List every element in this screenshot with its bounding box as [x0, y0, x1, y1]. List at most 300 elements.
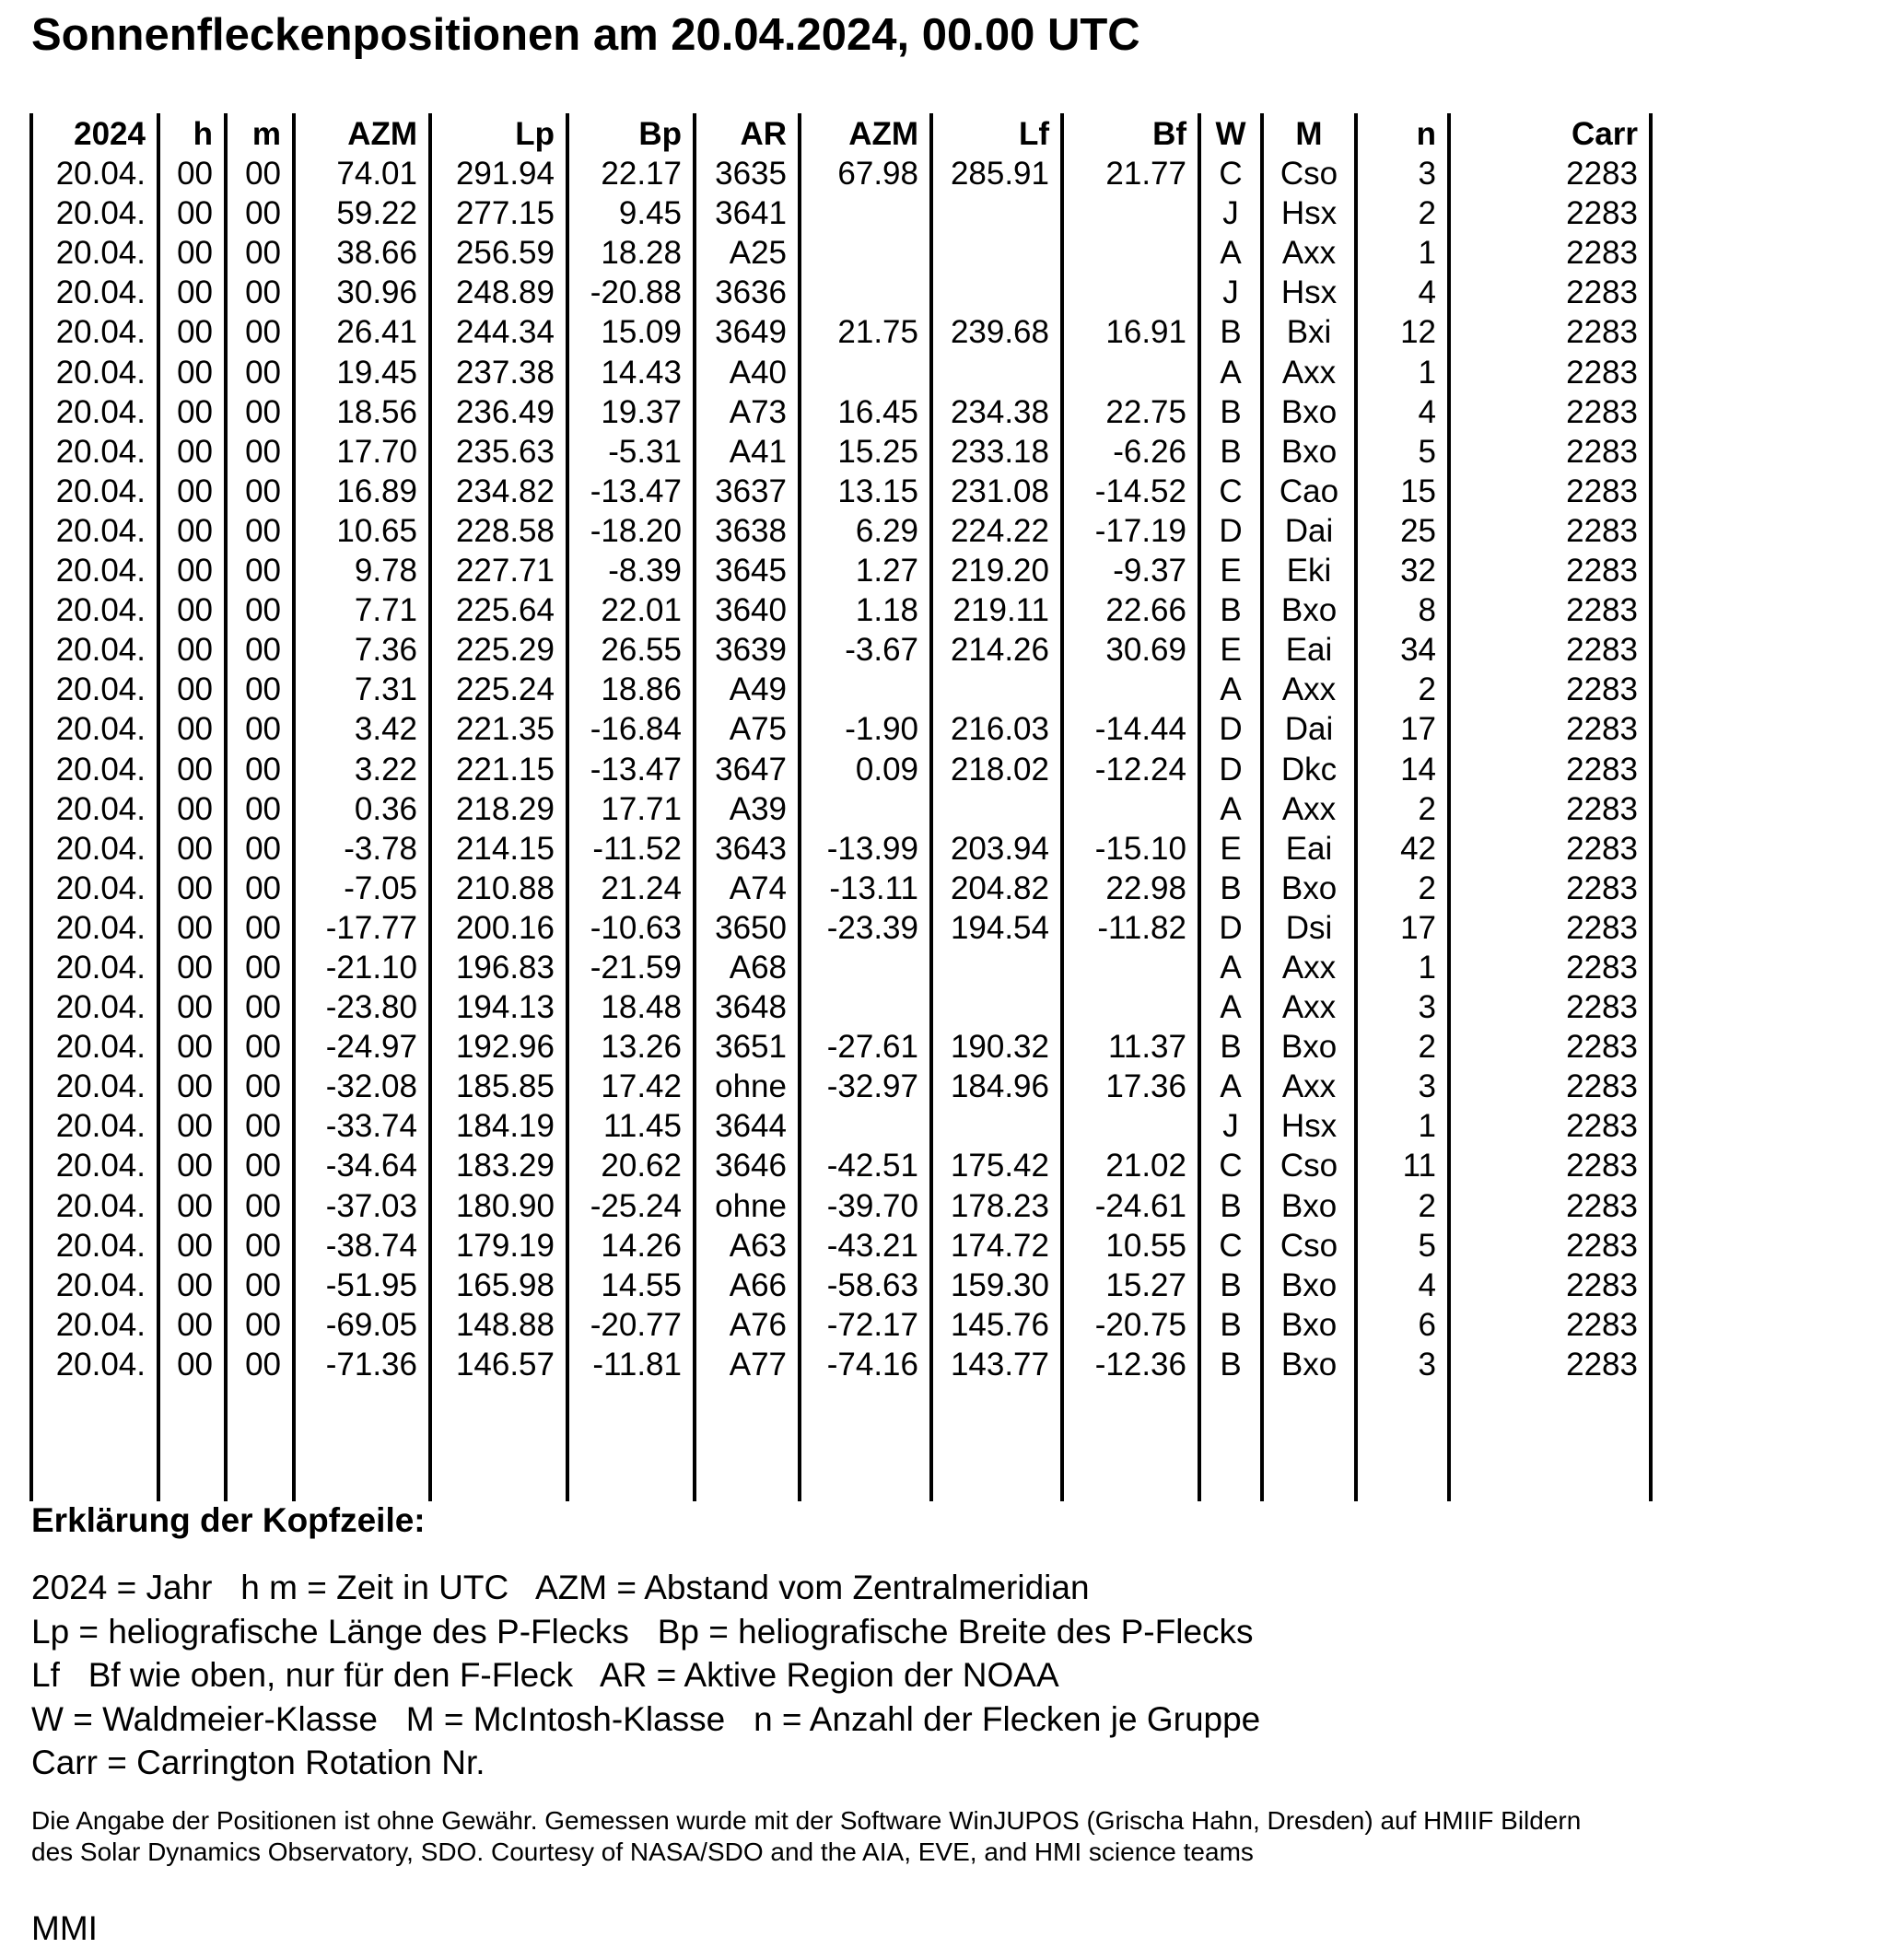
table-row	[31, 392, 1651, 432]
cell-count: 17	[1400, 909, 1436, 946]
cell-bp: 17.71	[601, 790, 682, 827]
cell-hour: 00	[177, 632, 213, 669]
table-body	[31, 154, 1651, 1384]
cell-lf	[931, 233, 1062, 273]
table-row	[31, 1305, 1651, 1345]
cell-hour: 00	[177, 274, 213, 311]
cell-minute: 00	[245, 909, 281, 946]
cell-bp: 22.01	[601, 592, 682, 629]
page-title: Sonnenfleckenpositionen am 20.04.2024, 00.00 UTC	[31, 10, 1140, 60]
col-header-azm-f: AZM	[848, 116, 918, 152]
cell-carrington: 2283	[1566, 393, 1638, 430]
cell-date: 20.04.	[55, 274, 146, 311]
cell-azm-p: -23.80	[325, 989, 417, 1026]
cell-azm-f: -32.97	[826, 1068, 918, 1105]
cell-bf: 17.36	[1105, 1068, 1186, 1105]
cell-hour: 00	[177, 1306, 213, 1343]
cell-bf: -15.10	[1094, 830, 1186, 867]
cell-carrington: 2283	[1566, 433, 1638, 470]
table-row	[31, 1226, 1651, 1266]
cell-azm-f	[800, 233, 931, 273]
cell-date: 20.04.	[55, 1187, 146, 1224]
cell-bf: -11.82	[1097, 909, 1186, 946]
cell-waldmeier: A	[1220, 949, 1242, 986]
cell-minute: 00	[245, 1266, 281, 1303]
cell-mcintosh: Hsx	[1280, 195, 1338, 232]
cell-azm-f: -3.67	[845, 632, 918, 669]
cell-bp: -25.24	[590, 1187, 682, 1224]
cell-waldmeier: E	[1220, 553, 1242, 589]
table-row	[31, 750, 1651, 789]
cell-mcintosh: Dai	[1284, 711, 1334, 748]
cell-lp: 291.94	[455, 156, 555, 192]
cell-lf: 234.38	[950, 393, 1049, 430]
cell-carrington: 2283	[1566, 790, 1638, 827]
cell-mcintosh: Axx	[1281, 790, 1337, 827]
cell-azm-p: -7.05	[344, 869, 417, 906]
cell-count: 2	[1418, 1187, 1436, 1224]
cell-bf: -24.61	[1094, 1187, 1186, 1224]
cell-ar: A75	[729, 711, 787, 748]
cell-azm-p: 3.22	[354, 751, 417, 788]
cell-mcintosh: Hsx	[1280, 274, 1338, 311]
cell-bf	[1062, 233, 1199, 273]
cell-hour: 00	[177, 671, 213, 708]
cell-carrington: 2283	[1566, 869, 1638, 906]
cell-bp: 14.55	[601, 1266, 682, 1303]
cell-hour: 00	[177, 235, 213, 272]
cell-count: 3	[1418, 989, 1436, 1026]
cell-lf: 175.42	[950, 1148, 1049, 1184]
cell-bf: -12.36	[1094, 1346, 1186, 1382]
cell-date: 20.04.	[55, 1148, 146, 1184]
cell-count: 8	[1418, 592, 1436, 629]
cell-date: 20.04.	[55, 195, 146, 232]
col-header-waldmeier: W	[1215, 116, 1246, 152]
cell-lp: 210.88	[455, 869, 555, 906]
cell-bf: -14.44	[1094, 711, 1186, 748]
cell-ar: A49	[729, 671, 787, 708]
cell-minute: 00	[245, 632, 281, 669]
cell-bp: 22.17	[601, 156, 682, 192]
cell-hour: 00	[177, 1187, 213, 1224]
cell-count: 5	[1418, 433, 1436, 470]
cell-date: 20.04.	[55, 433, 146, 470]
table-row	[31, 273, 1651, 312]
cell-date: 20.04.	[55, 156, 146, 192]
cell-waldmeier: A	[1220, 671, 1242, 708]
table-row	[31, 1106, 1651, 1146]
col-header-bp: Bp	[638, 116, 682, 152]
cell-lp: 237.38	[455, 354, 555, 391]
table-row	[31, 511, 1651, 551]
cell-carrington: 2283	[1566, 632, 1638, 669]
cell-lp: 228.58	[455, 512, 555, 549]
cell-lf: 216.03	[950, 711, 1049, 748]
col-header-count: n	[1416, 116, 1436, 152]
cell-hour: 00	[177, 1148, 213, 1184]
cell-mcintosh: Bxo	[1280, 1029, 1338, 1066]
disclaimer	[31, 1805, 1581, 1868]
cell-azm-p: 19.45	[336, 354, 417, 391]
cell-bf: 30.69	[1105, 632, 1186, 669]
cell-ar: 3635	[715, 156, 787, 192]
cell-count: 1	[1418, 235, 1436, 272]
cell-waldmeier: A	[1220, 790, 1242, 827]
cell-lf: 204.82	[950, 869, 1049, 906]
cell-hour: 00	[177, 1227, 213, 1264]
cell-hour: 00	[177, 1346, 213, 1382]
cell-bf: 22.98	[1105, 869, 1186, 906]
cell-lf: 233.18	[950, 433, 1049, 470]
table-row	[31, 551, 1651, 590]
cell-waldmeier: B	[1220, 433, 1242, 470]
legend-line: Lf Bf wie oben, nur für den F-Fleck AR = Aktive Region der NOAA	[31, 1656, 1059, 1694]
cell-azm-p: 10.65	[336, 512, 417, 549]
cell-waldmeier: C	[1219, 156, 1243, 192]
cell-lf	[931, 987, 1062, 1027]
cell-mcintosh: Dkc	[1280, 751, 1338, 788]
cell-mcintosh: Bxo	[1280, 869, 1338, 906]
cell-azm-p: -32.08	[325, 1068, 417, 1105]
cell-minute: 00	[245, 1346, 281, 1382]
cell-ar: 3649	[715, 314, 787, 351]
cell-azm-p: 0.36	[354, 790, 417, 827]
col-header-carrington: Carr	[1572, 116, 1638, 152]
cell-count: 3	[1418, 156, 1436, 192]
cell-azm-f: 6.29	[855, 512, 918, 549]
footer-initials: MMI	[31, 1909, 98, 1947]
cell-minute: 00	[245, 592, 281, 629]
cell-bp: 20.62	[601, 1148, 682, 1184]
cell-mcintosh: Cso	[1280, 1148, 1338, 1184]
cell-lf: 159.30	[950, 1266, 1049, 1303]
cell-date: 20.04.	[55, 592, 146, 629]
cell-hour: 00	[177, 314, 213, 351]
cell-hour: 00	[177, 751, 213, 788]
cell-azm-f: -27.61	[826, 1029, 918, 1066]
cell-ar: 3651	[715, 1029, 787, 1066]
cell-count: 3	[1418, 1346, 1436, 1382]
cell-mcintosh: Dsi	[1285, 909, 1333, 946]
cell-bf	[1062, 1106, 1199, 1146]
cell-azm-p: -37.03	[325, 1187, 417, 1224]
cell-mcintosh: Bxo	[1280, 433, 1338, 470]
cell-bp: -21.59	[590, 949, 682, 986]
cell-lf: 231.08	[950, 472, 1049, 509]
cell-azm-f	[800, 987, 931, 1027]
cell-count: 34	[1400, 632, 1436, 669]
cell-lp: 221.15	[455, 751, 555, 788]
cell-lf	[931, 948, 1062, 987]
cell-bp: -5.31	[608, 433, 682, 470]
cell-lp: 146.57	[455, 1346, 555, 1382]
cell-bf: 22.66	[1105, 592, 1186, 629]
cell-waldmeier: D	[1219, 909, 1243, 946]
cell-date: 20.04.	[55, 235, 146, 272]
cell-lf: 190.32	[950, 1029, 1049, 1066]
cell-count: 17	[1400, 711, 1436, 748]
cell-waldmeier: A	[1220, 354, 1242, 391]
cell-lf: 145.76	[950, 1306, 1049, 1343]
cell-azm-p: 74.01	[336, 156, 417, 192]
cell-mcintosh: Cso	[1280, 1227, 1338, 1264]
cell-lp: 244.34	[455, 314, 555, 351]
cell-lp: 225.29	[455, 632, 555, 669]
cell-date: 20.04.	[55, 1108, 146, 1145]
cell-lf	[931, 670, 1062, 709]
cell-ar: ohne	[715, 1068, 787, 1105]
cell-lp: 236.49	[455, 393, 555, 430]
cell-ar: 3650	[715, 909, 787, 946]
cell-minute: 00	[245, 711, 281, 748]
cell-count: 25	[1400, 512, 1436, 549]
cell-waldmeier: B	[1220, 1306, 1242, 1343]
cell-ar: A41	[729, 433, 787, 470]
cell-bp: -8.39	[608, 553, 682, 589]
cell-count: 12	[1400, 314, 1436, 351]
cell-mcintosh: Bxo	[1280, 1266, 1338, 1303]
cell-ar: A63	[729, 1227, 787, 1264]
cell-bf	[1062, 789, 1199, 829]
cell-ar: A74	[729, 869, 787, 906]
cell-bp: 18.86	[601, 671, 682, 708]
cell-bp: 15.09	[601, 314, 682, 351]
cell-lf: 178.23	[950, 1187, 1049, 1224]
cell-count: 1	[1418, 1108, 1436, 1145]
cell-waldmeier: B	[1220, 1187, 1242, 1224]
cell-hour: 00	[177, 949, 213, 986]
cell-waldmeier: B	[1220, 393, 1242, 430]
cell-azm-p: -38.74	[325, 1227, 417, 1264]
cell-ar: 3647	[715, 751, 787, 788]
cell-hour: 00	[177, 354, 213, 391]
cell-count: 1	[1418, 354, 1436, 391]
cell-azm-f	[800, 1106, 931, 1146]
cell-minute: 00	[245, 1306, 281, 1343]
cell-carrington: 2283	[1566, 1148, 1638, 1184]
cell-waldmeier: E	[1220, 830, 1242, 867]
table-header-row	[31, 114, 1651, 154]
cell-hour: 00	[177, 156, 213, 192]
cell-bp: 14.43	[601, 354, 682, 391]
cell-bf	[1062, 193, 1199, 233]
cell-minute: 00	[245, 1148, 281, 1184]
cell-bp: 19.37	[601, 393, 682, 430]
cell-date: 20.04.	[55, 1266, 146, 1303]
cell-mcintosh: Axx	[1281, 354, 1337, 391]
cell-lp: 218.29	[455, 790, 555, 827]
cell-hour: 00	[177, 553, 213, 589]
cell-ar: A73	[729, 393, 787, 430]
table-row	[31, 630, 1651, 670]
cell-azm-f: -43.21	[826, 1227, 918, 1264]
cell-mcintosh: Bxo	[1280, 1346, 1338, 1382]
cell-carrington: 2283	[1566, 671, 1638, 708]
cell-date: 20.04.	[55, 869, 146, 906]
cell-carrington: 2283	[1566, 1266, 1638, 1303]
cell-carrington: 2283	[1566, 711, 1638, 748]
cell-lf: 219.20	[950, 553, 1049, 589]
cell-bp: 21.24	[601, 869, 682, 906]
cell-carrington: 2283	[1566, 553, 1638, 589]
cell-count: 1	[1418, 949, 1436, 986]
cell-lp: 227.71	[455, 553, 555, 589]
cell-bf	[1062, 273, 1199, 312]
cell-carrington: 2283	[1566, 949, 1638, 986]
cell-bf: -14.52	[1094, 472, 1186, 509]
cell-lf: 194.54	[950, 909, 1049, 946]
cell-carrington: 2283	[1566, 1029, 1638, 1066]
cell-lf	[931, 1106, 1062, 1146]
table-row	[31, 1345, 1651, 1384]
cell-azm-p: 59.22	[336, 195, 417, 232]
cell-waldmeier: E	[1220, 632, 1242, 669]
cell-bf: 11.37	[1108, 1029, 1186, 1066]
cell-waldmeier: D	[1219, 512, 1243, 549]
cell-bp: 18.28	[601, 235, 682, 272]
cell-waldmeier: B	[1220, 592, 1242, 629]
cell-lp: 192.96	[455, 1029, 555, 1066]
cell-azm-p: -71.36	[325, 1346, 417, 1382]
cell-azm-f: 21.75	[837, 314, 918, 351]
cell-date: 20.04.	[55, 1306, 146, 1343]
table-row	[31, 472, 1651, 511]
cell-azm-p: 16.89	[336, 472, 417, 509]
cell-carrington: 2283	[1566, 989, 1638, 1026]
cell-bf: 21.02	[1105, 1148, 1186, 1184]
cell-bp: -13.47	[590, 751, 682, 788]
cell-bf: 16.91	[1105, 314, 1186, 351]
cell-mcintosh: Bxo	[1280, 592, 1338, 629]
cell-bp: -20.77	[590, 1306, 682, 1343]
cell-bf: -12.24	[1094, 751, 1186, 788]
cell-azm-f: -13.99	[826, 830, 918, 867]
cell-ar: 3648	[715, 989, 787, 1026]
cell-minute: 00	[245, 235, 281, 272]
cell-date: 20.04.	[55, 1346, 146, 1382]
cell-bp: -11.81	[592, 1346, 682, 1382]
cell-minute: 00	[245, 790, 281, 827]
cell-azm-p: 7.31	[354, 671, 417, 708]
cell-hour: 00	[177, 472, 213, 509]
cell-minute: 00	[245, 472, 281, 509]
table-row	[31, 829, 1651, 869]
cell-mcintosh: Axx	[1281, 989, 1337, 1026]
cell-lp: 248.89	[455, 274, 555, 311]
cell-waldmeier: J	[1222, 195, 1239, 232]
cell-hour: 00	[177, 433, 213, 470]
cell-date: 20.04.	[55, 751, 146, 788]
cell-ar: 3641	[715, 195, 787, 232]
cell-bp: -18.20	[590, 512, 682, 549]
cell-carrington: 2283	[1566, 751, 1638, 788]
cell-hour: 00	[177, 1068, 213, 1105]
cell-minute: 00	[245, 751, 281, 788]
cell-carrington: 2283	[1566, 830, 1638, 867]
cell-azm-f: -42.51	[826, 1148, 918, 1184]
cell-waldmeier: A	[1220, 1068, 1242, 1105]
cell-carrington: 2283	[1566, 592, 1638, 629]
cell-bp: 13.26	[601, 1029, 682, 1066]
cell-mcintosh: Cao	[1279, 472, 1339, 509]
cell-lp: 221.35	[455, 711, 555, 748]
cell-hour: 00	[177, 909, 213, 946]
cell-ar: 3644	[715, 1108, 787, 1145]
cell-azm-f	[800, 948, 931, 987]
cell-waldmeier: A	[1220, 989, 1242, 1026]
cell-ar: A66	[729, 1266, 787, 1303]
cell-date: 20.04.	[55, 512, 146, 549]
cell-ar: A68	[729, 949, 787, 986]
cell-lf: 203.94	[950, 830, 1049, 867]
cell-waldmeier: A	[1220, 235, 1242, 272]
cell-ar: 3640	[715, 592, 787, 629]
cell-bp: -13.47	[590, 472, 682, 509]
table-row	[31, 353, 1651, 392]
sunspot-table	[31, 114, 1651, 1384]
cell-mcintosh: Bxo	[1280, 393, 1338, 430]
cell-lf: 184.96	[950, 1068, 1049, 1105]
cell-carrington: 2283	[1566, 472, 1638, 509]
cell-lf: 174.72	[950, 1227, 1049, 1264]
cell-carrington: 2283	[1566, 1346, 1638, 1382]
cell-waldmeier: D	[1219, 711, 1243, 748]
cell-waldmeier: B	[1220, 1266, 1242, 1303]
table-row	[31, 154, 1651, 193]
cell-date: 20.04.	[55, 393, 146, 430]
cell-count: 6	[1418, 1306, 1436, 1343]
table-row	[31, 869, 1651, 908]
cell-hour: 00	[177, 1108, 213, 1145]
cell-azm-f: -72.17	[826, 1306, 918, 1343]
table-row	[31, 670, 1651, 709]
cell-azm-f: 1.27	[855, 553, 918, 589]
table-row	[31, 1266, 1651, 1305]
cell-minute: 00	[245, 869, 281, 906]
cell-date: 20.04.	[55, 314, 146, 351]
table-row	[31, 1146, 1651, 1185]
cell-minute: 00	[245, 989, 281, 1026]
cell-bf: -17.19	[1094, 512, 1186, 549]
cell-lp: 200.16	[455, 909, 555, 946]
cell-ar: 3638	[715, 512, 787, 549]
table-row	[31, 1186, 1651, 1226]
cell-minute: 00	[245, 314, 281, 351]
cell-count: 2	[1418, 1029, 1436, 1066]
cell-waldmeier: B	[1220, 869, 1242, 906]
cell-ar: A76	[729, 1306, 787, 1343]
cell-lp: 179.19	[455, 1227, 555, 1264]
cell-lp: 214.15	[455, 830, 555, 867]
table-row	[31, 1027, 1651, 1067]
cell-hour: 00	[177, 592, 213, 629]
cell-mcintosh: Axx	[1281, 1068, 1337, 1105]
cell-ar: A39	[729, 790, 787, 827]
cell-count: 2	[1418, 671, 1436, 708]
cell-lp: 180.90	[455, 1187, 555, 1224]
cell-lp: 148.88	[455, 1306, 555, 1343]
table-row	[31, 432, 1651, 472]
cell-date: 20.04.	[55, 830, 146, 867]
cell-hour: 00	[177, 790, 213, 827]
table-row	[31, 987, 1651, 1027]
cell-waldmeier: J	[1222, 1108, 1239, 1145]
cell-bf: 22.75	[1105, 393, 1186, 430]
cell-bf	[1062, 353, 1199, 392]
table-row	[31, 233, 1651, 273]
cell-lf	[931, 193, 1062, 233]
